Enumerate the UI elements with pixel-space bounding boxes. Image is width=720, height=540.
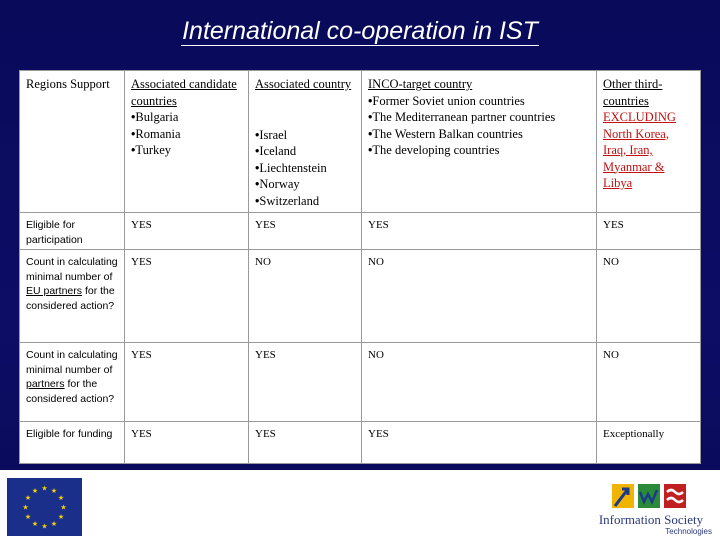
table-cell: YES <box>125 250 249 343</box>
row-label-text: for the considered action? <box>26 285 115 312</box>
inco-country-list <box>368 93 591 159</box>
eu-star-icon: ★ <box>50 519 58 528</box>
row-label-text: Count in calculating minimal number of <box>26 256 118 283</box>
list-item: • The Western Balkan countries <box>368 126 591 143</box>
header-other-heading: Other third-countries <box>603 77 663 108</box>
header-inco-target <box>362 71 597 213</box>
header-inco-heading: INCO-target country <box>368 77 473 91</box>
eu-star-icon: ★ <box>57 513 65 521</box>
eu-star-icon: ★ <box>50 487 58 496</box>
list-item: • Former Soviet union countries <box>368 93 591 110</box>
list-item: • Switzerland <box>255 193 356 210</box>
list-item: • Israel <box>255 127 356 144</box>
row-label: Eligible for funding <box>20 422 125 464</box>
ist-subtitle: Technologies <box>665 527 712 536</box>
table-row <box>20 343 701 422</box>
header-regions-support-text: Regions Support <box>26 77 110 91</box>
eu-star-icon: ★ <box>41 484 48 493</box>
partners-link: partners <box>26 378 65 390</box>
table-cell: YES <box>362 213 597 250</box>
table-cell: YES <box>249 343 362 422</box>
table-row <box>20 250 701 343</box>
row-label <box>20 250 125 343</box>
header-candidate-countries <box>125 71 249 213</box>
eu-star-icon: ★ <box>31 519 39 528</box>
row-label-text: for the considered action? <box>26 378 115 405</box>
table-cell: YES <box>125 422 249 464</box>
header-candidate-heading: Associated candidate countries <box>131 77 237 108</box>
cooperation-table <box>19 70 701 464</box>
table-header-row <box>20 71 701 213</box>
row-label: Eligible for participation <box>20 213 125 250</box>
slide-title-text: International co-operation in IST <box>182 17 538 45</box>
slide-title <box>0 16 720 46</box>
eu-partners-link: EU partners <box>26 285 83 297</box>
list-item: • Romania <box>131 126 243 143</box>
eu-star-icon: ★ <box>24 513 32 521</box>
table-cell: YES <box>362 422 597 464</box>
list-item: • The developing countries <box>368 142 591 159</box>
eu-star-icon: ★ <box>57 494 65 502</box>
table-row <box>20 213 701 250</box>
eu-star-icon: ★ <box>24 494 32 502</box>
table-cell: NO <box>249 250 362 343</box>
row-label-text: Count in calculating minimal number of <box>26 349 118 376</box>
eu-flag-icon <box>7 478 82 536</box>
table-cell: Exceptionally <box>597 422 701 464</box>
table-cell: NO <box>597 343 701 422</box>
table-cell: YES <box>125 343 249 422</box>
header-other-third-countries <box>597 71 701 213</box>
footer-bar <box>0 470 720 540</box>
table-cell: NO <box>597 250 701 343</box>
header-excluding-note: EXCLUDING North Korea, Iraq, Iran, Myanmar & Libya <box>603 110 676 190</box>
candidate-country-list <box>131 109 243 159</box>
list-item: • Bulgaria <box>131 109 243 126</box>
list-item: • Norway <box>255 176 356 193</box>
cooperation-table-container <box>19 70 700 463</box>
table-cell: YES <box>249 213 362 250</box>
list-item: • Iceland <box>255 143 356 160</box>
table-cell: YES <box>125 213 249 250</box>
table-cell: YES <box>249 422 362 464</box>
table-cell: YES <box>597 213 701 250</box>
ist-logo-icon <box>612 480 688 510</box>
header-associated-heading: Associated country <box>255 77 352 91</box>
ist-name: Information Society <box>598 512 704 527</box>
eu-star-icon: ★ <box>41 522 48 531</box>
list-item: • The Mediterranean partner countries <box>368 109 591 126</box>
list-item: • Turkey <box>131 142 243 159</box>
information-society-logo <box>590 476 712 538</box>
header-regions-support <box>20 71 125 213</box>
eu-star-icon: ★ <box>60 503 67 512</box>
associated-country-list <box>255 127 356 210</box>
table-cell: NO <box>362 250 597 343</box>
row-label <box>20 343 125 422</box>
eu-star-icon: ★ <box>31 487 39 496</box>
table-cell: NO <box>362 343 597 422</box>
list-item: • Liechtenstein <box>255 160 356 177</box>
eu-flag-svg <box>7 478 82 536</box>
header-associated-country <box>249 71 362 213</box>
table-row <box>20 422 701 464</box>
eu-star-icon: ★ <box>22 503 29 512</box>
